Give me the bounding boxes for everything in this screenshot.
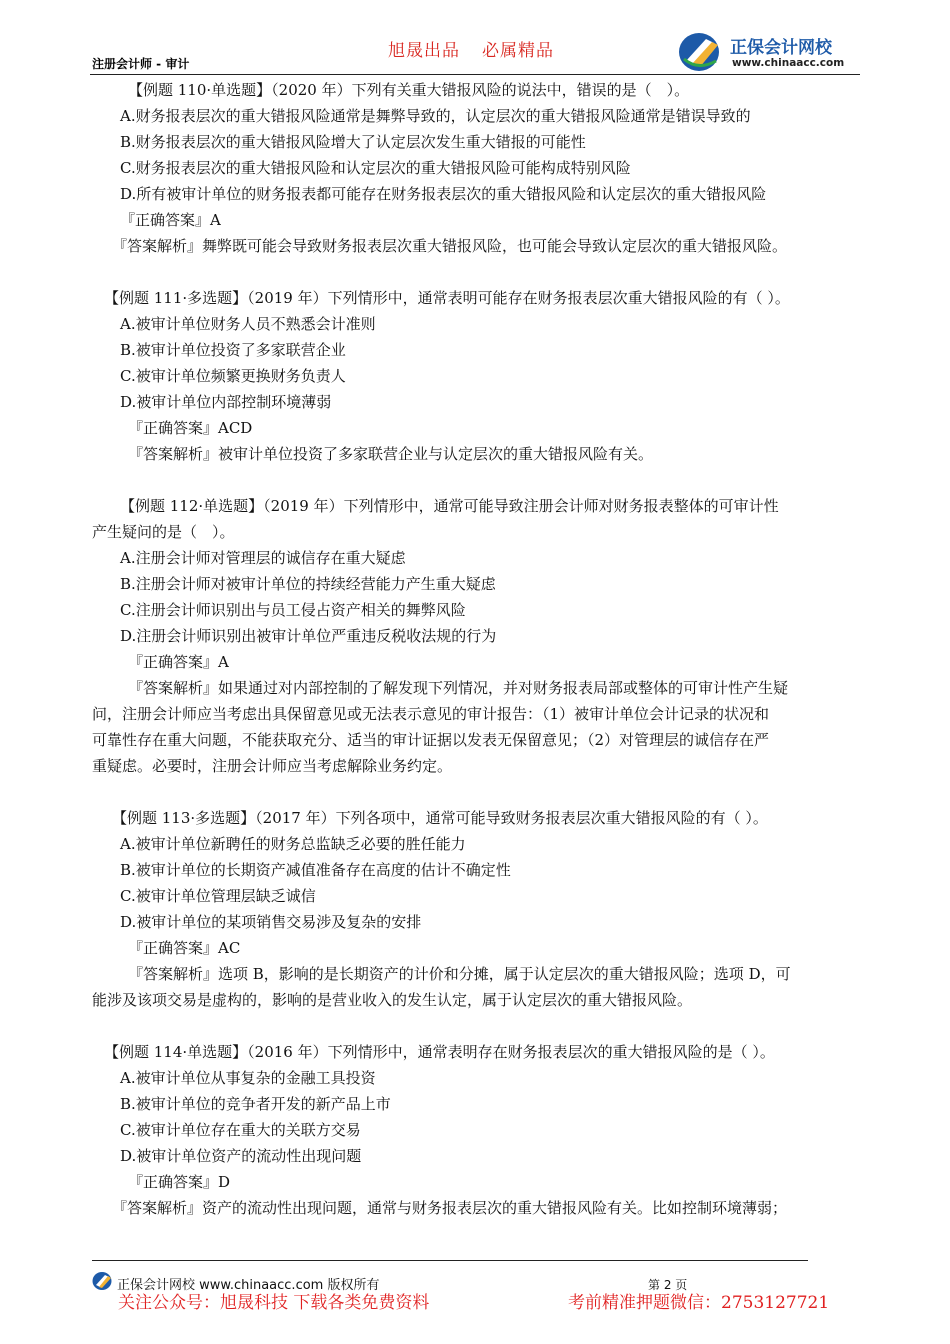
q114-option-d: D.被审计单位资产的流动性出现问题 xyxy=(120,1147,362,1165)
q112-explanation: 『答案解析』如果通过对内部控制的了解发现下列情况，并对财务报表局部或整体的可审计性产生疑 xyxy=(128,679,789,697)
q110-option-c: C.财务报表层次的重大错报风险和认定层次的重大错报风险可能构成特别风险 xyxy=(120,159,631,177)
q114-answer: 『正确答案』D xyxy=(128,1173,231,1191)
slogan-part-1: 旭晟出品 xyxy=(388,41,460,61)
q111-explanation: 『答案解析』被审计单位投资了多家联营企业与认定层次的重大错报风险有关。 xyxy=(128,445,654,463)
q112-stem-cont: 产生疑问的是（ ）。 xyxy=(92,523,235,541)
document-subject: 注册会计师 - 审计 xyxy=(92,57,190,71)
logo-url: www.chinaacc.com xyxy=(732,57,845,69)
q111-stem: 【例题 111·多选题】（2019 年）下列情形中，通常表明可能存在财务报表层次重大错报风险的有（ ）。 xyxy=(104,289,790,307)
slogan-part-2: 必属精品 xyxy=(482,41,554,61)
q110-stem: 【例题 110·单选题】（2020 年）下列有关重大错报风险的说法中，错误的是（ ）。 xyxy=(128,81,690,99)
q111-option-a: A.被审计单位财务人员不熟悉会计准则 xyxy=(120,315,376,333)
q113-option-d: D.被审计单位的某项销售交易涉及复杂的安排 xyxy=(120,913,422,931)
q113-option-a: A.被审计单位新聘任的财务总监缺乏必要的胜任能力 xyxy=(120,835,466,853)
logo-name: 正保会计网校 xyxy=(730,38,832,58)
footer-logo-icon xyxy=(92,1271,114,1291)
q111-answer: 『正确答案』ACD xyxy=(128,419,253,437)
q111-option-b: B.被审计单位投资了多家联营企业 xyxy=(120,341,346,359)
q113-explanation-cont: 能涉及该项交易是虚构的，影响的是营业收入的发生认定，属于认定层次的重大错报风险。 xyxy=(92,991,693,1009)
q114-stem: 【例题 114·单选题】（2016 年）下列情形中，通常表明存在财务报表层次的重大错报风险的是（ ）。 xyxy=(104,1043,775,1061)
q110-option-a: A.财务报表层次的重大错报风险通常是舞弊导致的，认定层次的重大错报风险通常是错误导致的 xyxy=(120,107,751,125)
q112-answer: 『正确答案』A xyxy=(128,653,229,671)
q113-answer: 『正确答案』AC xyxy=(128,939,241,957)
logo-emblem-icon xyxy=(678,31,724,73)
header-slogan xyxy=(388,36,554,61)
q112-option-d: D.注册会计师识别出被审计单位严重违反税收法规的行为 xyxy=(120,627,497,645)
q113-option-c: C.被审计单位管理层缺乏诚信 xyxy=(120,887,316,905)
promo-wechat-contact: 考前精准押题微信：2753127721 xyxy=(568,1293,830,1313)
q112-explanation-cont-2: 可靠性存在重大问题，不能获取充分、适当的审计证据以发表无保留意见；（2）对管理层的诚信存在严 xyxy=(92,731,770,749)
q111-option-d: D.被审计单位内部控制环境薄弱 xyxy=(120,393,332,411)
q110-explanation: 『答案解析』舞弊既可能会导致财务报表层次重大错报风险，也可能会导致认定层次的重大错报风险。 xyxy=(112,237,788,255)
q114-option-c: C.被审计单位存在重大的关联方交易 xyxy=(120,1121,361,1139)
q112-option-b: B.注册会计师对被审计单位的持续经营能力产生重大疑虑 xyxy=(120,575,496,593)
page-number: 第 2 页 xyxy=(648,1278,688,1292)
q113-explanation: 『答案解析』选项 B，影响的是长期资产的计价和分摊，属于认定层次的重大错报风险；选项 D，可 xyxy=(128,965,791,983)
promo-wechat-account: 关注公众号：旭晟科技 下载各类免费资料 xyxy=(118,1293,430,1313)
q112-stem: 【例题 112·单选题】（2019 年）下列情形中，通常可能导致注册会计师对财务报表整体的可审计性 xyxy=(120,497,779,515)
q111-option-c: C.被审计单位频繁更换财务负责人 xyxy=(120,367,346,385)
q114-option-a: A.被审计单位从事复杂的金融工具投资 xyxy=(120,1069,376,1087)
q113-stem: 【例题 113·多选题】（2017 年）下列各项中，通常可能导致财务报表层次重大错报风险的有（ ）。 xyxy=(112,809,768,827)
footer-divider xyxy=(92,1260,808,1261)
q113-option-b: B.被审计单位的长期资产减值准备存在高度的估计不确定性 xyxy=(120,861,511,879)
footer-brand: 正保会计网校 www.chinaacc.com 版权所有 xyxy=(117,1278,380,1293)
q114-explanation: 『答案解析』资产的流动性出现问题，通常与财务报表层次的重大错报风险有关。比如控制环境薄弱； xyxy=(112,1199,788,1217)
q110-option-b: B.财务报表层次的重大错报风险增大了认定层次发生重大错报的可能性 xyxy=(120,133,586,151)
q110-option-d: D.所有被审计单位的财务报表都可能存在财务报表层次的重大错报风险和认定层次的重大错报风险 xyxy=(120,185,767,203)
q110-answer: 『正确答案』A xyxy=(120,211,221,229)
q112-option-a: A.注册会计师对管理层的诚信存在重大疑虑 xyxy=(120,549,406,567)
q112-explanation-cont-3: 重疑虑。必要时，注册会计师应当考虑解除业务约定。 xyxy=(92,757,453,775)
q112-option-c: C.注册会计师识别出与员工侵占资产相关的舞弊风险 xyxy=(120,601,466,619)
header-divider xyxy=(90,74,860,75)
q112-explanation-cont-1: 问，注册会计师应当考虑出具保留意见或无法表示意见的审计报告：（1）被审计单位会计记录的状况和 xyxy=(92,705,770,723)
q114-option-b: B.被审计单位的竞争者开发的新产品上市 xyxy=(120,1095,391,1113)
